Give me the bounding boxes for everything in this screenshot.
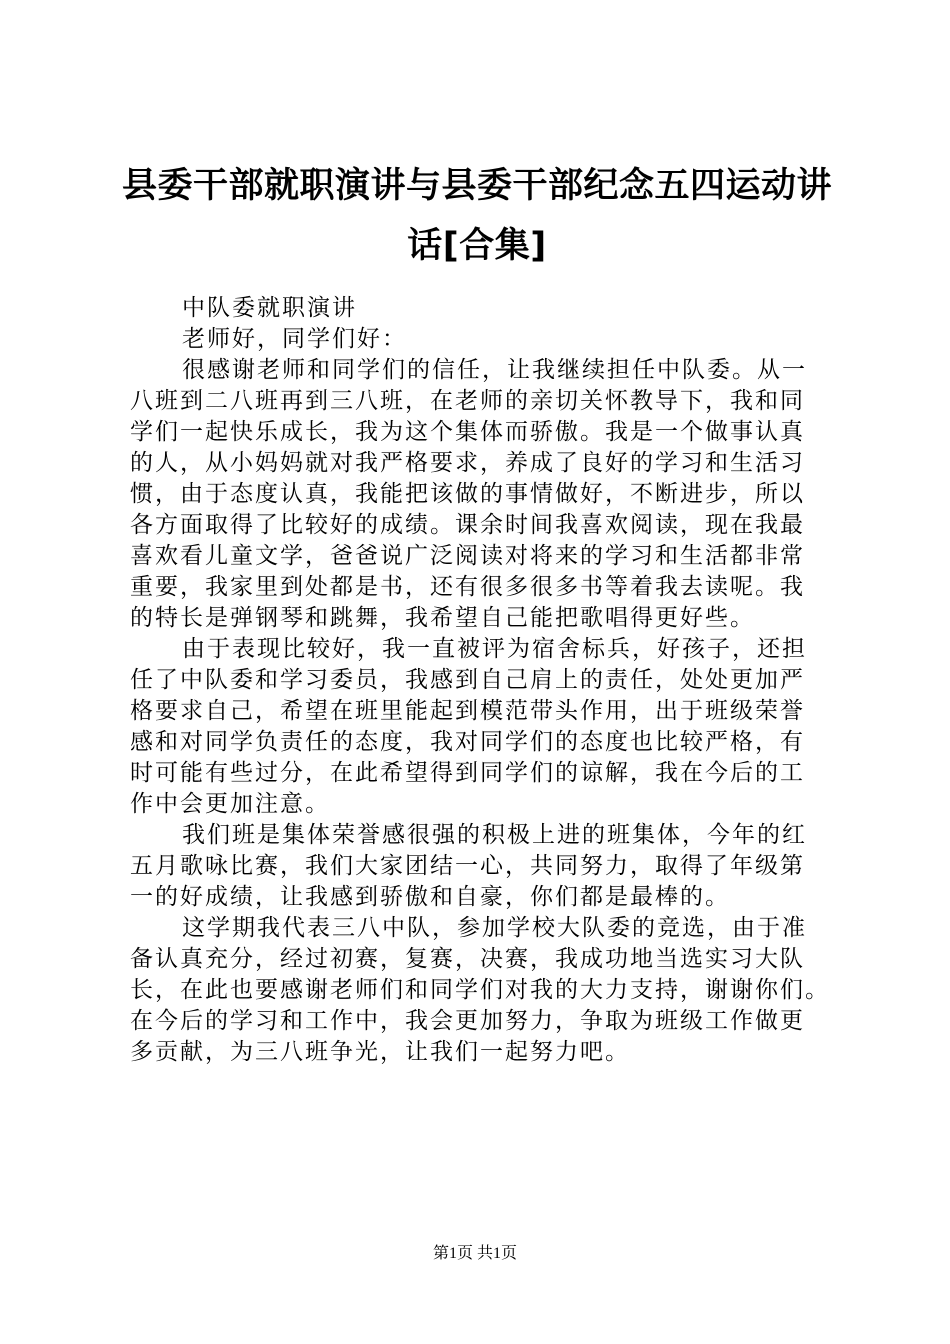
body-line: 备认真充分，经过初赛，复赛，决赛，我成功地当选实习大队: [130, 946, 805, 972]
body-line: 时可能有些过分，在此希望得到同学们的谅解，我在今后的工: [130, 760, 805, 786]
body-line: 很感谢老师和同学们的信任，让我继续担任中队委。从一: [182, 357, 807, 383]
body-line: 八班到二八班再到三八班，在老师的亲切关怀教导下，我和同: [130, 388, 805, 414]
body-line: 的人，从小妈妈就对我严格要求，养成了良好的学习和生活习: [130, 450, 805, 476]
body-line: 中队委就职演讲: [182, 295, 357, 321]
body-line: 作中会更加注意。: [130, 791, 330, 817]
body-line: 惯，由于态度认真，我能把该做的事情做好，不断进步，所以: [130, 481, 805, 507]
body-line: 喜欢看儿童文学，爸爸说广泛阅读对将来的学习和生活都非常: [130, 543, 805, 569]
body-line: 的特长是弹钢琴和跳舞，我希望自己能把歌唱得更好些。: [130, 605, 755, 631]
document-title: [120, 156, 834, 276]
body-line: 任了中队委和学习委员，我感到自己肩上的责任，处处更加严: [130, 667, 805, 693]
body-line: 学们一起快乐成长，我为这个集体而骄傲。我是一个做事认真: [130, 419, 805, 445]
body-line: 五月歌咏比赛，我们大家团结一心，共同努力，取得了年级第: [130, 853, 805, 879]
body-line: 一的好成绩，让我感到骄傲和自豪，你们都是最棒的。: [130, 884, 730, 910]
page-footer: 第1页 共1页: [432, 1245, 517, 1262]
document-body: [130, 293, 830, 1068]
body-line: 由于表现比较好，我一直被评为宿舍标兵，好孩子，还担: [182, 636, 807, 662]
body-line: 长，在此也要感谢老师们和同学们对我的大力支持，谢谢你们。: [130, 977, 830, 1003]
body-line: 格要求自己，希望在班里能起到模范带头作用，出于班级荣誉: [130, 698, 805, 724]
body-line: 多贡献，为三八班争光，让我们一起努力吧。: [130, 1039, 630, 1065]
body-line: 这学期我代表三八中队，参加学校大队委的竞选，由于准: [182, 915, 807, 941]
body-line: 我们班是集体荣誉感很强的积极上进的班集体，今年的红: [182, 822, 807, 848]
body-line: 感和对同学负责任的态度，我对同学们的态度也比较严格，有: [130, 729, 805, 755]
body-line: 老师好，同学们好：: [182, 326, 407, 352]
body-line: 在今后的学习和工作中，我会更加努力，争取为班级工作做更: [130, 1008, 805, 1034]
title-line-2: 话[合集]: [407, 226, 547, 266]
body-line: 各方面取得了比较好的成绩。课余时间我喜欢阅读，现在我最: [130, 512, 805, 538]
body-line: 重要，我家里到处都是书，还有很多很多书等着我去读呢。我: [130, 574, 805, 600]
title-line-1: 县委干部就职演讲与县委干部纪念五四运动讲: [121, 166, 832, 206]
